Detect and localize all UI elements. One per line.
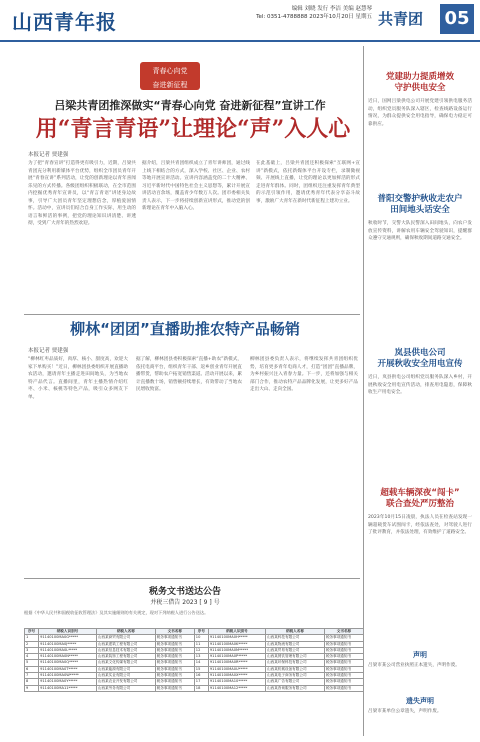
main-headline: 用“青言青语”让理论“声”入人心	[35, 116, 351, 142]
table-cell: 91140100MA12*****	[208, 685, 265, 691]
newspaper-logo: 山西青年报	[12, 10, 117, 34]
tax-notice-heading	[90, 584, 280, 606]
table-cell: 山西某咨询服务有限公司	[266, 685, 325, 691]
page-number: 05	[440, 4, 474, 34]
table-cell: 税务事项通知书	[155, 679, 194, 685]
table-cell: 税务事项通知书	[155, 654, 194, 660]
table-cell: 91140100MA0H*****	[208, 635, 265, 641]
table-cell: 山西某实业有限公司	[96, 673, 155, 679]
table-cell: 山西某餐饮管理有限公司	[266, 654, 325, 660]
tax-notice-table	[24, 628, 364, 692]
table-cell: 8	[25, 679, 39, 685]
table-cell: 山西某机械设备有限公司	[266, 666, 325, 672]
table-cell: 山西某能源有限公司	[96, 666, 155, 672]
table-cell: 91140100MA0G*****	[39, 635, 97, 641]
table-cell: 91140100MA0R*****	[208, 660, 265, 666]
table-cell: 17	[194, 679, 208, 685]
header-info	[142, 5, 372, 21]
badge-line2: 奋进新征程	[152, 81, 188, 89]
table-cell: 10	[194, 635, 208, 641]
table-cell: 91140100MA0W*****	[39, 673, 97, 679]
table-cell: 91140100MA0X*****	[208, 673, 265, 679]
header-info-line2: Tel: 0351-4788888 2023年10月20日 星期五	[256, 14, 372, 20]
notice-body-2: 吕梁市某单位公章遗失，声明作废。	[368, 709, 442, 714]
main-column-1: 为了把“青春宣讲”打造得更有吸引力，近期，吕梁共青团充分利用新媒体平台优势，组织全市团员青年开展“青春宣讲”系列活动，让党的创新理论以青年喜闻乐见的方式传播。各级团组织积极联动，在全市范围内挖掘优秀青年宣讲员，以“青言青语”讲述身边故事，引导广大团员青年坚定理想信念，厚植爱国情怀。活动中，宣讲员们结合自身工作实际，用生动的语言和鲜活的事例，把党的理论知识讲清楚、讲透彻，受到广大青年的热烈欢迎。	[28, 161, 136, 226]
side-story-1-title-line2: 守护供电安全	[394, 83, 446, 93]
side-story-4-body: 2023年10月15日凌晨，执法人员在检查站发现一辆超载货车试图闯卡，经依法查处，对驾驶人进行了批评教育，并依法处理，有效维护了道路安全。	[368, 515, 472, 535]
table-cell: 16	[194, 673, 208, 679]
badge-line1: 青春心向党	[152, 67, 188, 75]
table-cell: 税务事项通知书	[155, 673, 194, 679]
table-header-cell: 文书名称	[324, 629, 363, 635]
side-story-3-title-line1: 岚县供电公司	[394, 348, 446, 358]
table-cell: 91140100MA0N*****	[39, 654, 97, 660]
table-cell: 山西某建筑工程有限公司	[96, 641, 155, 647]
table-cell: 91140100MA0K*****	[208, 641, 265, 647]
table-cell: 山西某商贸有限公司	[96, 635, 155, 641]
side-story-2-title	[368, 194, 472, 216]
notice-title-2: 遗失声明	[406, 697, 434, 705]
table-cell: 山西某环保科技有限公司	[266, 660, 325, 666]
tax-notice-subtitle: 并税三借告 2023 [ 9 ] 号	[150, 599, 220, 606]
table-cell: 9	[25, 685, 39, 691]
table-cell: 11	[194, 641, 208, 647]
table-cell: 91140100MA11*****	[39, 685, 97, 691]
side-story-2-title-line1: 普阳交警护秋收走农户	[377, 194, 463, 204]
table-header-cell: 文书名称	[155, 629, 194, 635]
tax-notice-intro: 根据《中华人民共和国税收征收管理法》及其实施细则的有关规定，现对下列纳税人进行公告送达。	[24, 610, 209, 615]
table-header-cell: 纳税人识别号	[39, 629, 97, 635]
main-column-3: 在此基础上，吕梁共青团还积极探索“互联网+宣讲”新模式，依托新媒体平台开设专栏，录制微视频、开展线上直播，让党的理论以更加鲜活的形式走进青年群体。同时，团组织还注重发挥青年典型的示范引领作用，邀请优秀青年代表分享奋斗故事，激励广大青年在新时代新征程上建功立业。	[256, 161, 360, 204]
side-story-2-title-line2: 田间地头话安全	[390, 205, 450, 215]
campaign-badge	[140, 62, 200, 90]
main-column-2: 据介绍，吕梁共青团组织成立了青年讲师团，通过线上线下相结合的方式，深入学校、社区、企业、农村等地开展宣讲活动。宣讲内容涵盖党的二十大精神、习近平新时代中国特色社会主义思想等，累计开展宣讲活动百余场，覆盖青少年数万人次。团市委相关负责人表示，下一步将持续创新宣讲形式，推动党的创新理论在青年中入脑入心。	[142, 161, 250, 211]
side-story-4-title-line2: 联合查处严厉整治	[385, 499, 454, 509]
table-cell: 山西某农业开发有限公司	[96, 679, 155, 685]
table-header-cell: 序号	[25, 629, 39, 635]
masthead	[0, 0, 480, 42]
story2-byline: 本报记者 贾建强	[28, 348, 69, 354]
side-story-1-title	[368, 72, 472, 94]
table-cell: 税务事项通知书	[324, 660, 363, 666]
story2-column-1: “柳林红枣品质好，肉厚、核小、甜度高，欢迎大家下单购买！”近日，柳林团县委组织开展直播助农活动，邀请青年主播走进田间地头，为当地农特产品代言。直播间里，青年主播热情介绍红枣、小米、核桃等特色产品，吸引众多网友下单。	[28, 357, 128, 400]
story2-column-3: 柳林团县委负责人表示，将继续发挥共青团组织优势，培育更多青年电商人才，打造“团团”直播品牌，为乡村振兴注入青春力量。下一步，还将加强与相关部门合作，推动农特产品品牌化发展，让更多好产品走出大山、走向全国。	[250, 357, 358, 392]
table-cell: 山西某信息技术有限公司	[96, 647, 155, 653]
table-cell: 13	[194, 654, 208, 660]
table-cell: 91140100MA0P*****	[208, 654, 265, 660]
table-cell: 91140100MA0J*****	[39, 641, 97, 647]
table-cell: 1	[25, 635, 39, 641]
table-cell: 91140100MA0T*****	[39, 666, 97, 672]
table-cell: 税务事项通知书	[324, 685, 363, 691]
table-cell: 91140100MA0L*****	[39, 647, 97, 653]
header-info-line1: 编辑 刘晓 发行 李洁 美编 赵慧琴	[291, 6, 372, 12]
table-body	[25, 635, 364, 692]
side-story-1-body: 近日，国网吕梁供电公司开展党建引领供电服务活动，组织党员服务队深入辖区，检查线路设备运行情况，为群众提供安全用电指导，确保电力稳定可靠供应。	[368, 99, 472, 127]
table-cell: 税务事项通知书	[155, 641, 194, 647]
story2-column-2: 据了解，柳林团县委积极探索“直播+助农”新模式，依托电商平台，组织青年干部、返乡创业青年开展直播带货，帮助农户拓宽销售渠道。活动开展以来，累计直播数十场，销售额持续增长，有效带动了当地农民增收致富。	[136, 357, 242, 392]
table-cell: 税务事项通知书	[324, 673, 363, 679]
story-divider-2	[24, 578, 360, 579]
section-title: 共青团	[378, 10, 424, 28]
table-cell: 山西某贸易有限公司	[266, 647, 325, 653]
side-story-2-body: 秋收时节，交警大队民警深入田间地头，向农户发放宣传资料，讲解农用车辆安全驾驶知识，提醒群众遵守交通规则，确保秋收期间道路交通安全。	[368, 221, 472, 241]
table-cell: 税务事项通知书	[324, 635, 363, 641]
notice-body-1: 吕梁市某公司营业执照正本遗失，声明作废。	[368, 663, 460, 668]
table-cell: 6	[25, 666, 39, 672]
table-cell: 山西某文化传媒有限公司	[96, 660, 155, 666]
table-cell: 税务事项通知书	[324, 641, 363, 647]
table-row	[25, 685, 364, 691]
side-story-4-title	[368, 488, 472, 510]
table-cell: 税务事项通知书	[324, 654, 363, 660]
table-cell: 山西某科技有限公司	[266, 635, 325, 641]
table-cell: 税务事项通知书	[155, 635, 194, 641]
table-cell: 91140100MA10*****	[208, 679, 265, 685]
table-cell: 税务事项通知书	[155, 660, 194, 666]
table-cell: 91140100MA0Q*****	[39, 660, 97, 666]
table-cell: 山西某广告有限公司	[266, 679, 325, 685]
table-cell: 91140100MA0U*****	[208, 666, 265, 672]
table-cell: 18	[194, 685, 208, 691]
table-cell: 3	[25, 647, 39, 653]
table-cell: 税务事项通知书	[324, 647, 363, 653]
side-story-3-title	[368, 348, 472, 370]
table-cell: 91140100MA0M*****	[208, 647, 265, 653]
main-byline: 本报记者 贾建强	[28, 152, 69, 158]
table-header-cell: 纳税人名称	[266, 629, 325, 635]
table-cell: 税务事项通知书	[324, 679, 363, 685]
table-cell: 4	[25, 654, 39, 660]
table-cell: 12	[194, 647, 208, 653]
story2-headline: 柳林“团团”直播助推农特产品畅销	[70, 320, 300, 338]
table-cell: 山西某劳务有限公司	[96, 685, 155, 691]
notice-title-1: 声明	[413, 651, 427, 659]
table-header-cell: 序号	[194, 629, 208, 635]
tax-notice-title: 税务文书送达公告	[148, 587, 221, 597]
table-cell: 5	[25, 660, 39, 666]
table-cell: 税务事项通知书	[155, 685, 194, 691]
story-divider-1	[24, 314, 360, 315]
main-kicker: 吕梁共青团推深做实“青春心向党 奋进新征程”宣讲工作	[54, 99, 326, 112]
side-story-3-body: 近日，岚县供电公司组织党员服务队深入乡村，开展秋收安全用电宣传活动，排查用电隐患，保障秋收生产用电安全。	[368, 375, 472, 395]
table-header-cell: 纳税人识别号	[208, 629, 265, 635]
table-cell: 税务事项通知书	[324, 666, 363, 672]
table-cell: 2	[25, 641, 39, 647]
table-cell: 91140100MA0Y*****	[39, 679, 97, 685]
table-cell: 7	[25, 673, 39, 679]
table-cell: 山西某装饰工程有限公司	[96, 654, 155, 660]
table-cell: 税务事项通知书	[155, 647, 194, 653]
table-cell: 15	[194, 666, 208, 672]
table-cell: 山西某物流有限公司	[266, 641, 325, 647]
table-cell: 山西某电子商务有限公司	[266, 673, 325, 679]
table-header-cell: 纳税人名称	[96, 629, 155, 635]
table-cell: 14	[194, 660, 208, 666]
table-cell: 税务事项通知书	[155, 666, 194, 672]
side-story-3-title-line2: 开展秋收安全用电宣传	[377, 359, 463, 369]
side-story-1-title-line1: 党建助力提质增效	[385, 72, 454, 82]
side-story-4-title-line1: 超载车辆深夜“闯卡”	[380, 488, 460, 498]
